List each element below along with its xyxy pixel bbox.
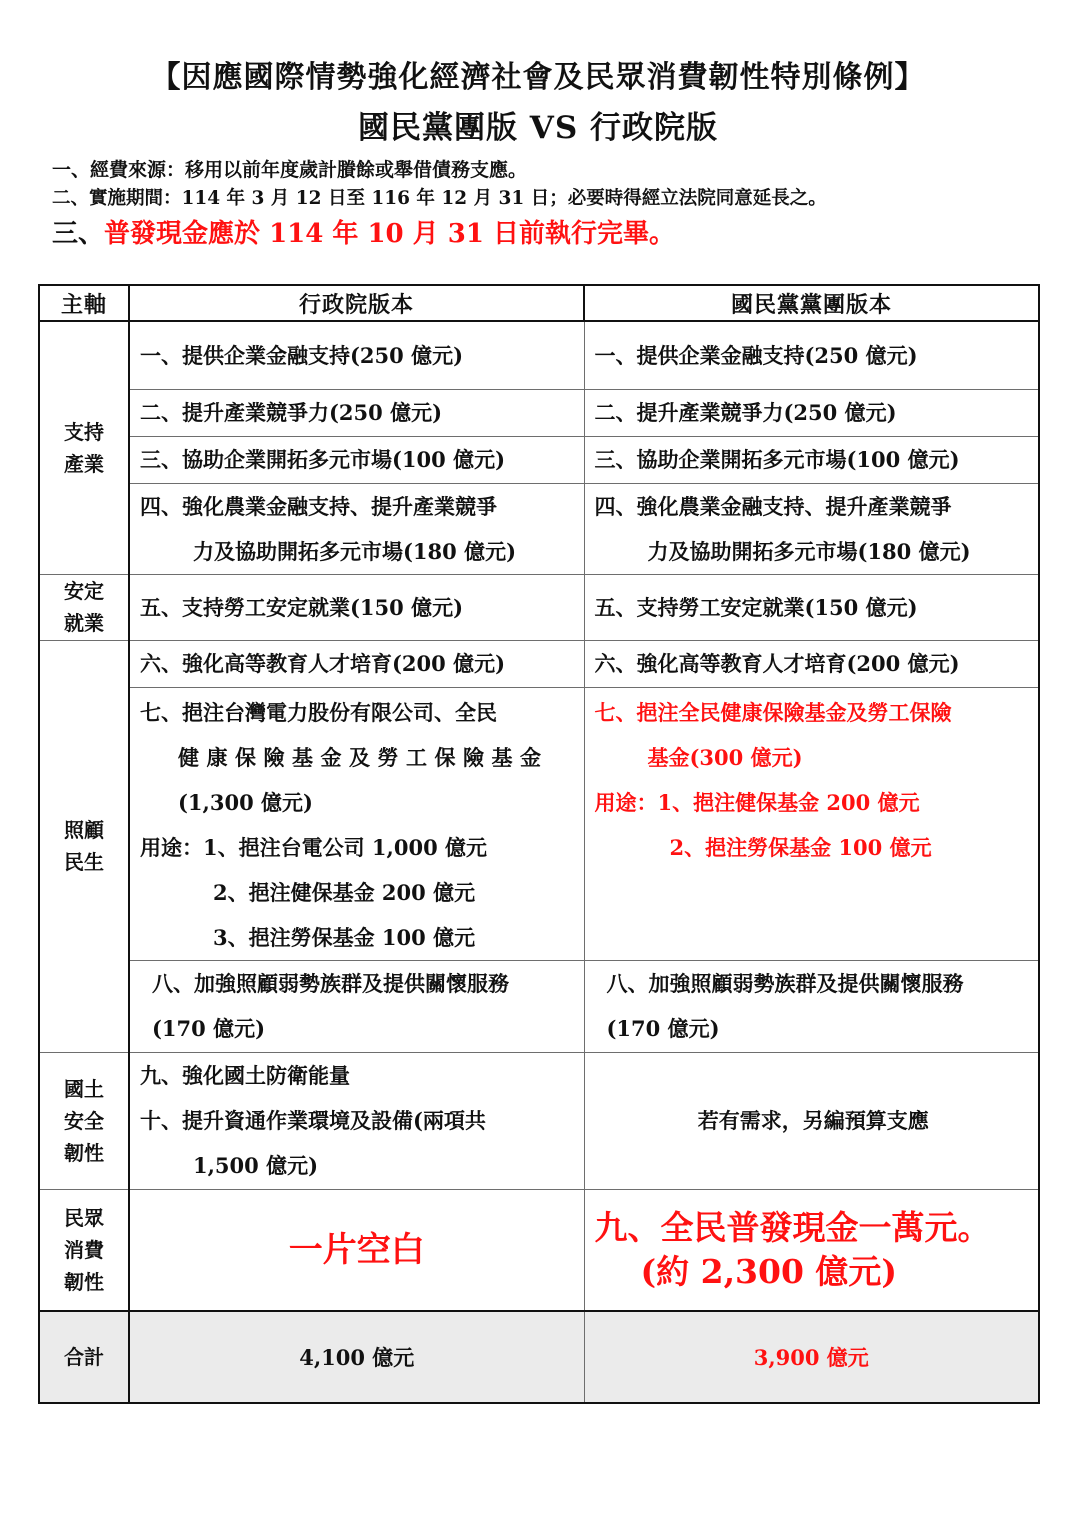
gov-item-7-line3: (1,300 億元) (178, 789, 313, 815)
axis-security (39, 1052, 129, 1189)
total-executive: 4,100 億元 (129, 1311, 584, 1403)
column-header-axis: 主軸 (39, 285, 129, 321)
note-funding-source: 一、經費來源：移用以前年度歲計賸餘或舉借債務支應。 (52, 159, 528, 181)
axis-label: 照顧 (64, 818, 104, 842)
axis-employment (39, 574, 129, 640)
gov-item-4 (129, 483, 584, 574)
gov-item-4-line2: 力及協助開拓多元市場(180 億元) (193, 538, 517, 564)
kmt-item-6: 六、強化高等教育人才培育(200 億元) (584, 640, 1039, 687)
comparison-table (38, 284, 1040, 1404)
kmt-item-cash-line1: 九、全民普發現金一萬元。 (594, 1207, 991, 1247)
axis-consumption (39, 1189, 129, 1311)
axis-industry (39, 321, 129, 574)
note-cash-deadline-prefix: 三、 (52, 219, 105, 249)
note-cash-deadline-text: 普發現金應於 114 年 10 月 31 日前執行完畢。 (104, 219, 675, 249)
gov-consumption-blank-text: 一片空白 (288, 1229, 425, 1270)
kmt-item-8 (584, 960, 1039, 1052)
gov-item-1: 一、提供企業金融支持(250 億元) (129, 321, 584, 389)
table-row (39, 687, 1039, 960)
gov-item-10-line2: 1,500 億元) (193, 1153, 319, 1178)
axis-label: 消費 (64, 1237, 104, 1262)
axis-label: 韌性 (64, 1269, 104, 1294)
axis-livelihood (39, 640, 129, 1052)
gov-item-7-usage3: 3、挹注勞保基金 100 億元 (213, 924, 476, 950)
axis-label: 產業 (64, 451, 104, 476)
gov-item-5: 五、支持勞工安定就業(150 億元) (129, 574, 584, 640)
table-row (39, 389, 1039, 436)
kmt-item-7-line2: 基金(300 億元) (647, 744, 803, 770)
gov-item-8-line2: (170 億元) (152, 1016, 266, 1041)
table-row (39, 960, 1039, 1052)
document-subtitle: 國民黨團版 VS 行政院版 (357, 110, 719, 146)
gov-item-8-line1: 八、加強照顧弱勢族群及提供關懷服務 (152, 971, 509, 996)
axis-label: 就業 (64, 611, 104, 635)
kmt-item-1: 一、提供企業金融支持(250 億元) (584, 321, 1039, 389)
table-row (39, 1189, 1039, 1311)
kmt-item-7-usage1: 用途：1、挹注健保基金 200 億元 (594, 789, 920, 815)
kmt-item-8-line2: (170 億元) (606, 1016, 720, 1041)
kmt-item-7-line1: 七、挹注全民健康保險基金及勞工保險 (594, 699, 952, 725)
column-header-kmt: 國民黨黨團版本 (584, 285, 1039, 321)
kmt-item-7-usage2: 2、挹注勞保基金 100 億元 (669, 834, 932, 860)
gov-item-9: 九、強化國土防衛能量 (140, 1063, 350, 1088)
gov-item-8 (129, 960, 584, 1052)
table-row (39, 436, 1039, 483)
gov-item-6: 六、強化高等教育人才培育(200 億元) (129, 640, 584, 687)
kmt-security-note: 若有需求，另編預算支應 (584, 1052, 1039, 1189)
document-title: 【因應國際情勢強化經濟社會及民眾消費韌性特別條例】 (150, 60, 926, 95)
gov-item-10-line1: 十、提升資通作業環境及設備(兩項共 (140, 1108, 486, 1133)
table-row (39, 321, 1039, 389)
kmt-item-cash-line2: (約 2,300 億元) (640, 1251, 898, 1291)
kmt-item-4-line1: 四、強化農業金融支持、提升產業競爭 (594, 493, 952, 519)
table-row (39, 574, 1039, 640)
note-period: 二、實施期間：114 年 3 月 12 日至 116 年 12 月 31 日；必要時得經立法院同意延長之。 (52, 188, 827, 209)
gov-item-2: 二、提升產業競爭力(250 億元) (129, 389, 584, 436)
axis-label: 韌性 (64, 1140, 104, 1165)
table-row (39, 640, 1039, 687)
kmt-item-cash (584, 1189, 1039, 1311)
gov-consumption-blank (129, 1189, 584, 1311)
table-row (39, 1052, 1039, 1189)
axis-label: 民眾 (64, 1205, 104, 1230)
column-header-executive: 行政院版本 (129, 285, 584, 321)
gov-item-9-10 (129, 1052, 584, 1189)
total-label: 合計 (39, 1311, 129, 1403)
kmt-item-2: 二、提升產業競爭力(250 億元) (584, 389, 1039, 436)
axis-label: 支持 (64, 419, 104, 444)
table-header-row (39, 285, 1039, 321)
total-row (39, 1311, 1039, 1403)
axis-label: 安定 (64, 579, 104, 603)
kmt-item-4 (584, 483, 1039, 574)
axis-label: 安全 (64, 1108, 104, 1133)
kmt-item-3: 三、協助企業開拓多元市場(100 億元) (584, 436, 1039, 483)
gov-item-7 (129, 687, 584, 960)
note-cash-deadline (52, 213, 675, 250)
kmt-item-8-line1: 八、加強照顧弱勢族群及提供關懷服務 (606, 971, 964, 996)
gov-item-7-usage1: 用途：1、挹注台電公司 1,000 億元 (140, 834, 487, 860)
gov-item-7-line2: 健康保險基金及勞工保險基金 (178, 744, 549, 770)
kmt-item-7 (584, 687, 1039, 960)
axis-label: 民生 (64, 850, 104, 874)
gov-item-7-line1: 七、挹注台灣電力股份有限公司、全民 (140, 699, 497, 725)
kmt-item-5: 五、支持勞工安定就業(150 億元) (584, 574, 1039, 640)
gov-item-7-usage2: 2、挹注健保基金 200 億元 (213, 879, 476, 905)
table-row (39, 483, 1039, 574)
gov-item-4-line1: 四、強化農業金融支持、提升產業競爭 (140, 493, 497, 519)
total-kmt: 3,900 億元 (584, 1311, 1039, 1403)
gov-item-3: 三、協助企業開拓多元市場(100 億元) (129, 436, 584, 483)
kmt-item-4-line2: 力及協助開拓多元市場(180 億元) (647, 538, 971, 564)
axis-label: 國土 (64, 1076, 104, 1101)
